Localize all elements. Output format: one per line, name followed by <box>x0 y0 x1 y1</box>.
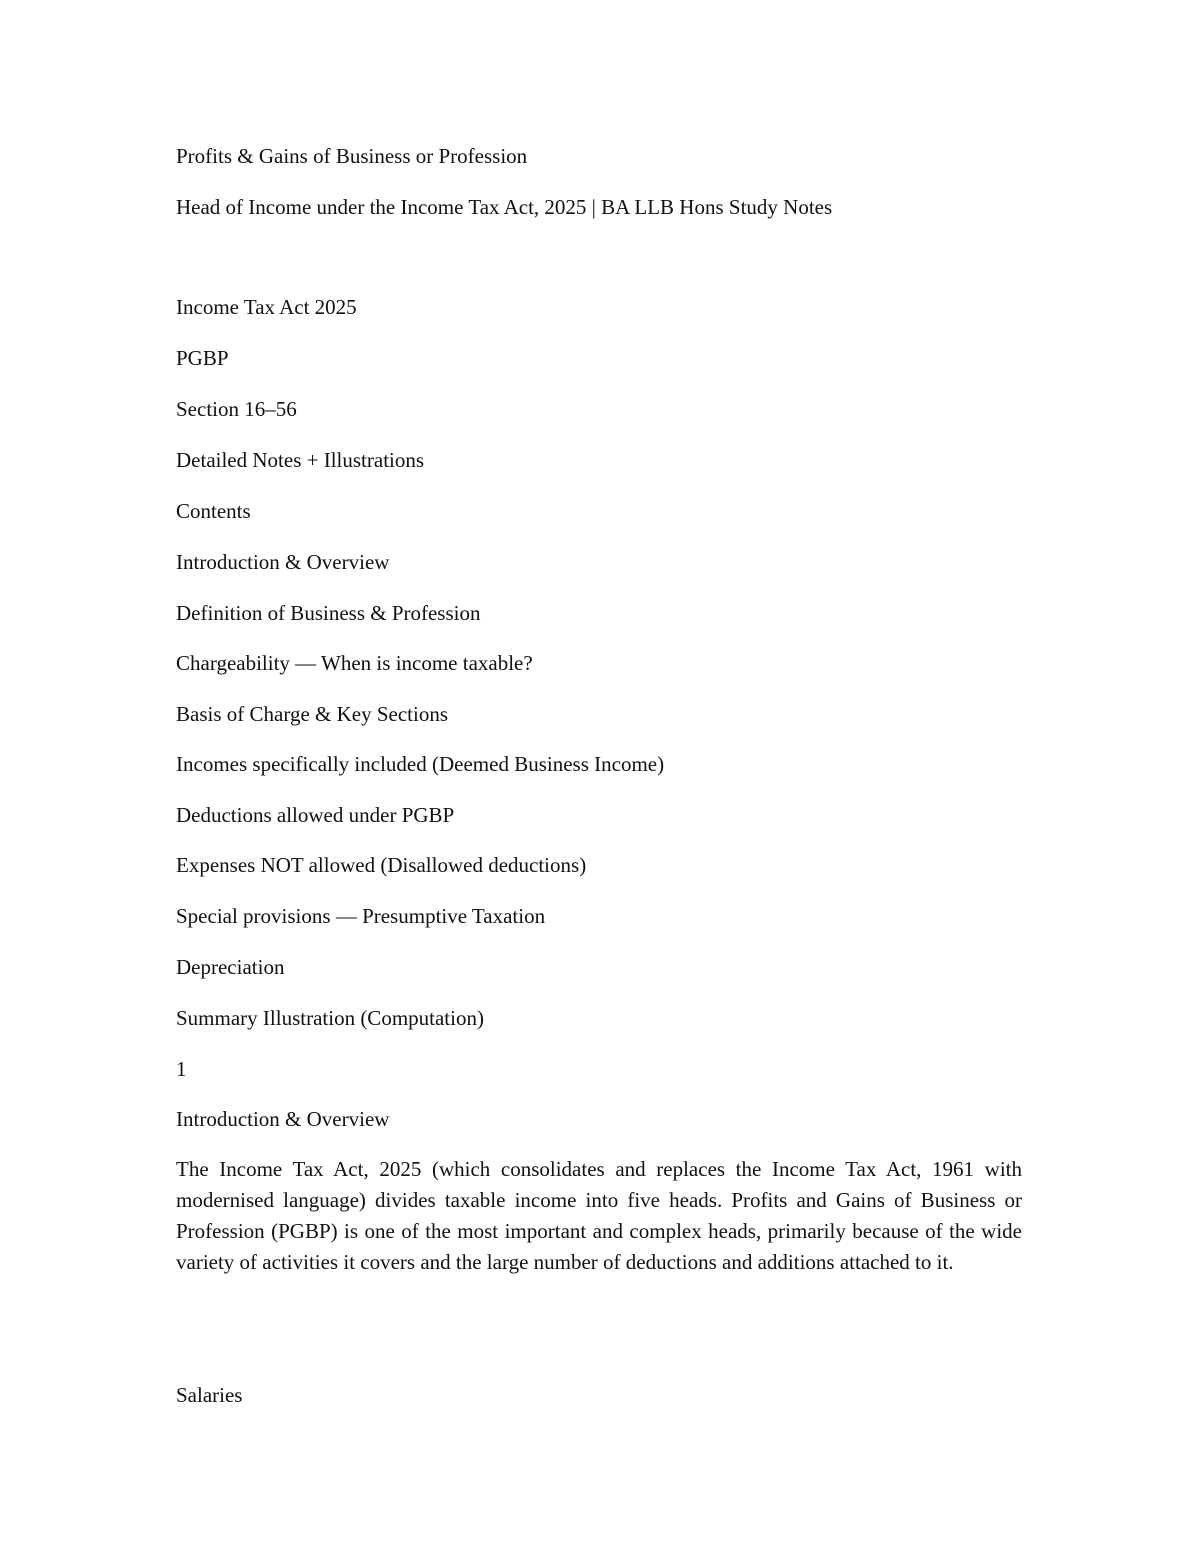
contents-item: Special provisions — Presumptive Taxation <box>176 904 546 928</box>
document-subtitle: Head of Income under the Income Tax Act, 2025 | BA LLB Hons Study Notes <box>176 195 833 219</box>
tag-notes: Detailed Notes + Illustrations <box>176 448 425 472</box>
tag-pgbp: PGBP <box>176 346 229 370</box>
contents-item: Summary Illustration (Computation) <box>176 1006 484 1030</box>
section-number: 1 <box>176 1057 187 1081</box>
contents-item: Incomes specifically included (Deemed Business Income) <box>176 752 665 776</box>
contents-item: Depreciation <box>176 955 285 979</box>
section-heading: Introduction & Overview <box>176 1107 390 1131</box>
contents-item: Expenses NOT allowed (Disallowed deductions) <box>176 853 587 877</box>
intro-paragraph: The Income Tax Act, 2025 (which consolidates and replaces the Income Tax Act, 1961 with modernised language) divides taxable income into five heads. Profits and Gains of Business or Profession (PGBP) is one of the most important and complex heads, primarily because of the wide variety of activities it covers and the large number of deductions and additions attached to it. <box>176 1157 1022 1274</box>
contents-heading: Contents <box>176 499 251 523</box>
contents-item: Basis of Charge & Key Sections <box>176 702 448 726</box>
trailing-item: Salaries <box>176 1383 243 1407</box>
contents-item: Definition of Business & Profession <box>176 601 481 625</box>
contents-item: Deductions allowed under PGBP <box>176 803 455 827</box>
tag-act: Income Tax Act 2025 <box>176 295 357 319</box>
contents-item: Introduction & Overview <box>176 550 390 574</box>
tag-sections: Section 16–56 <box>176 397 297 421</box>
contents-item: Chargeability — When is income taxable? <box>176 651 533 675</box>
document-title: Profits & Gains of Business or Profession <box>176 144 528 168</box>
